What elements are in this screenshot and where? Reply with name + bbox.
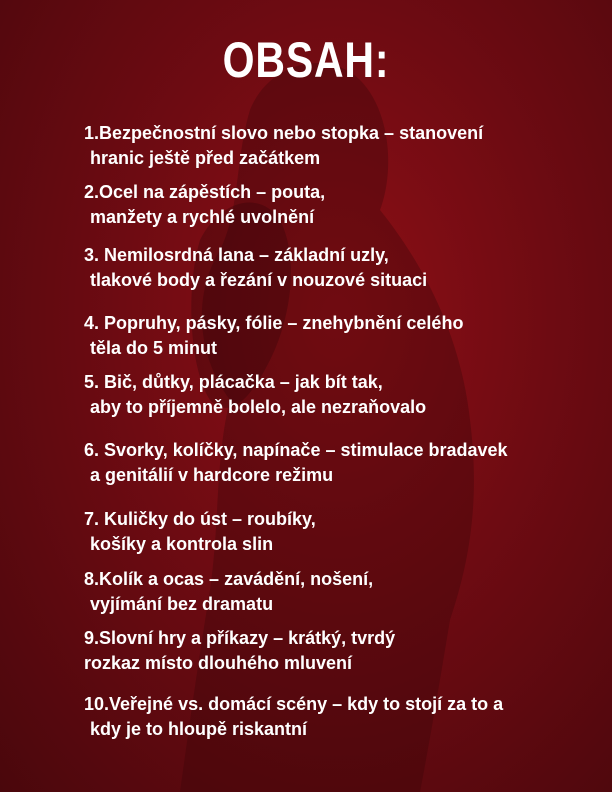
toc-item-1: [84, 121, 584, 171]
toc-item-text: 8.Kolík a ocas – zavádění, nošení,: [84, 569, 374, 589]
toc-item-10: [84, 692, 584, 742]
toc-item-text: těla do 5 minut: [90, 338, 218, 358]
toc-item-4: [84, 311, 584, 361]
toc-item-text: 7. Kuličky do úst – roubíky,: [84, 509, 316, 529]
toc-item-text: 3. Nemilosrdná lana – základní uzly,: [84, 245, 389, 265]
toc-item-text: aby to příjemně bolelo, ale nezraňovalo: [90, 397, 427, 417]
toc-item-text: 1.Bezpečnostní slovo nebo stopka – stanovení: [84, 123, 484, 143]
toc-item-text: 5. Bič, důtky, plácačka – jak bít tak,: [84, 372, 383, 392]
toc-item-text: tlakové body a řezání v nouzové situaci: [90, 270, 428, 290]
toc-item-text: 4. Popruhy, pásky, fólie – znehybnění celého: [84, 313, 464, 333]
toc-item-text: košíky a kontrola slin: [90, 534, 274, 554]
toc-item-8: [84, 567, 584, 617]
toc-item-5: [84, 370, 584, 420]
page-title: OBSAH:: [222, 32, 390, 88]
toc-item-text: 10.Veřejné vs. domácí scény – kdy to stojí za to a: [84, 694, 504, 714]
toc-item-9: [84, 626, 584, 676]
toc-item-text: 6. Svorky, kolíčky, napínače – stimulace bradavek: [84, 440, 508, 460]
toc-item-text: 2.Ocel na zápěstích – pouta,: [84, 182, 326, 202]
toc-item-3: [84, 243, 584, 293]
toc-item-text: a genitálií v hardcore režimu: [90, 465, 334, 485]
toc-item-7: [84, 507, 584, 557]
toc-item-text: vyjímání bez dramatu: [90, 594, 274, 614]
toc-item-text: rozkaz místo dlouhého mluvení: [84, 653, 353, 673]
toc-item-text: 9.Slovní hry a příkazy – krátký, tvrdý: [84, 628, 396, 648]
toc-item-6: [84, 438, 584, 488]
toc-item-2: [84, 180, 584, 230]
toc-item-text: hranic ještě před začátkem: [90, 148, 321, 168]
toc-item-text: kdy je to hloupě riskantní: [90, 719, 308, 739]
toc-item-text: manžety a rychlé uvolnění: [90, 207, 315, 227]
